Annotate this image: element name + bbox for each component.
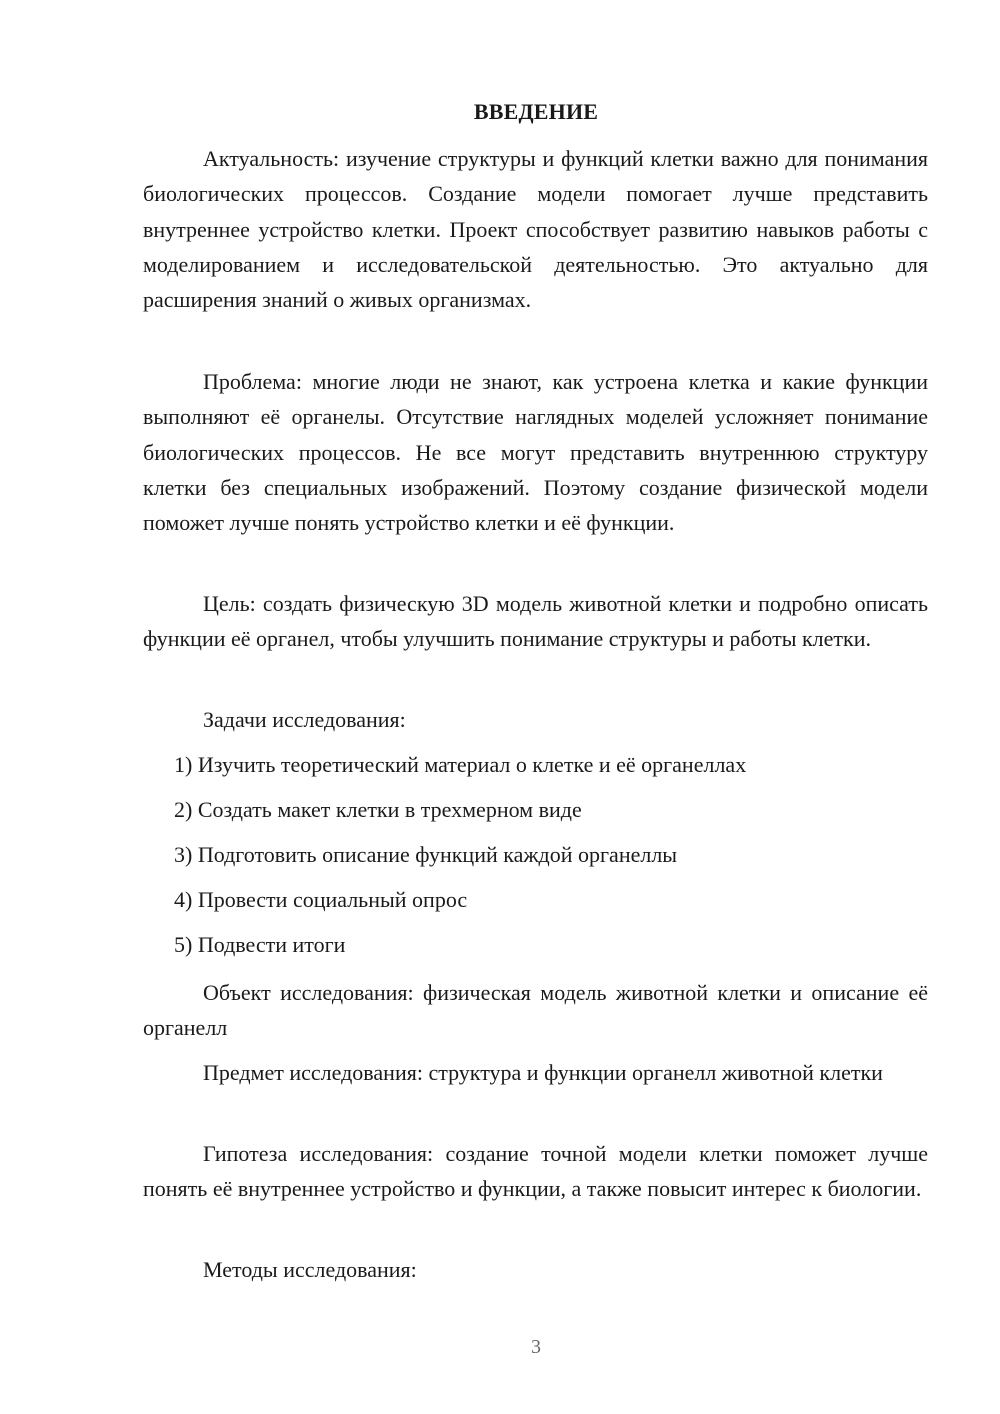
- task-item-5: 5) Подвести итоги: [174, 932, 346, 957]
- goal-paragraph: Цель: создать физическую 3D модель животной клетки и подробно описать функции её органел, чтобы улучшить понимание структуры и работы клетки.: [143, 591, 928, 652]
- problem-paragraph: Проблема: многие люди не знают, как устроена клетка и какие функции выполняют её органелы. Отсутствие наглядных моделей усложняет понимание биологических процессов. Не все могут представить внутреннюю структуру клетки без специальных изображений. Поэтому создание физической модели поможет лучше понять устройство клетки и её функции.: [143, 369, 928, 536]
- task-item-4: 4) Провести социальный опрос: [174, 887, 468, 912]
- task-item-1: 1) Изучить теоретический материал о клетке и её органеллах: [174, 752, 747, 777]
- page-number: 3: [531, 1336, 541, 1358]
- tasks-heading: Задачи исследования:: [203, 707, 406, 732]
- subject-paragraph: Предмет исследования: структура и функции органелл животной клетки: [203, 1060, 883, 1085]
- relevance-paragraph: Актуальность: изучение структуры и функций клетки важно для понимания биологических процессов. Создание модели помогает лучше представить внутреннее устройство клетки. Проект способствует развитию навыков работы с моделированием и исследовательской деятельностью. Это актуально для расширения знаний о живых организмах.: [143, 146, 928, 313]
- task-item-2: 2) Создать макет клетки в трехмерном виде: [174, 797, 582, 822]
- methods-heading: Методы исследования:: [203, 1257, 417, 1282]
- object-paragraph: Объект исследования: физическая модель животной клетки и описание её органелл: [143, 980, 928, 1041]
- section-title: ВВЕДЕНИЕ: [473, 99, 599, 124]
- task-item-3: 3) Подготовить описание функций каждой органеллы: [174, 842, 678, 867]
- hypothesis-paragraph: Гипотеза исследования: создание точной модели клетки поможет лучше понять её внутреннее устройство и функции, а также повысит интерес к биологии.: [143, 1141, 928, 1202]
